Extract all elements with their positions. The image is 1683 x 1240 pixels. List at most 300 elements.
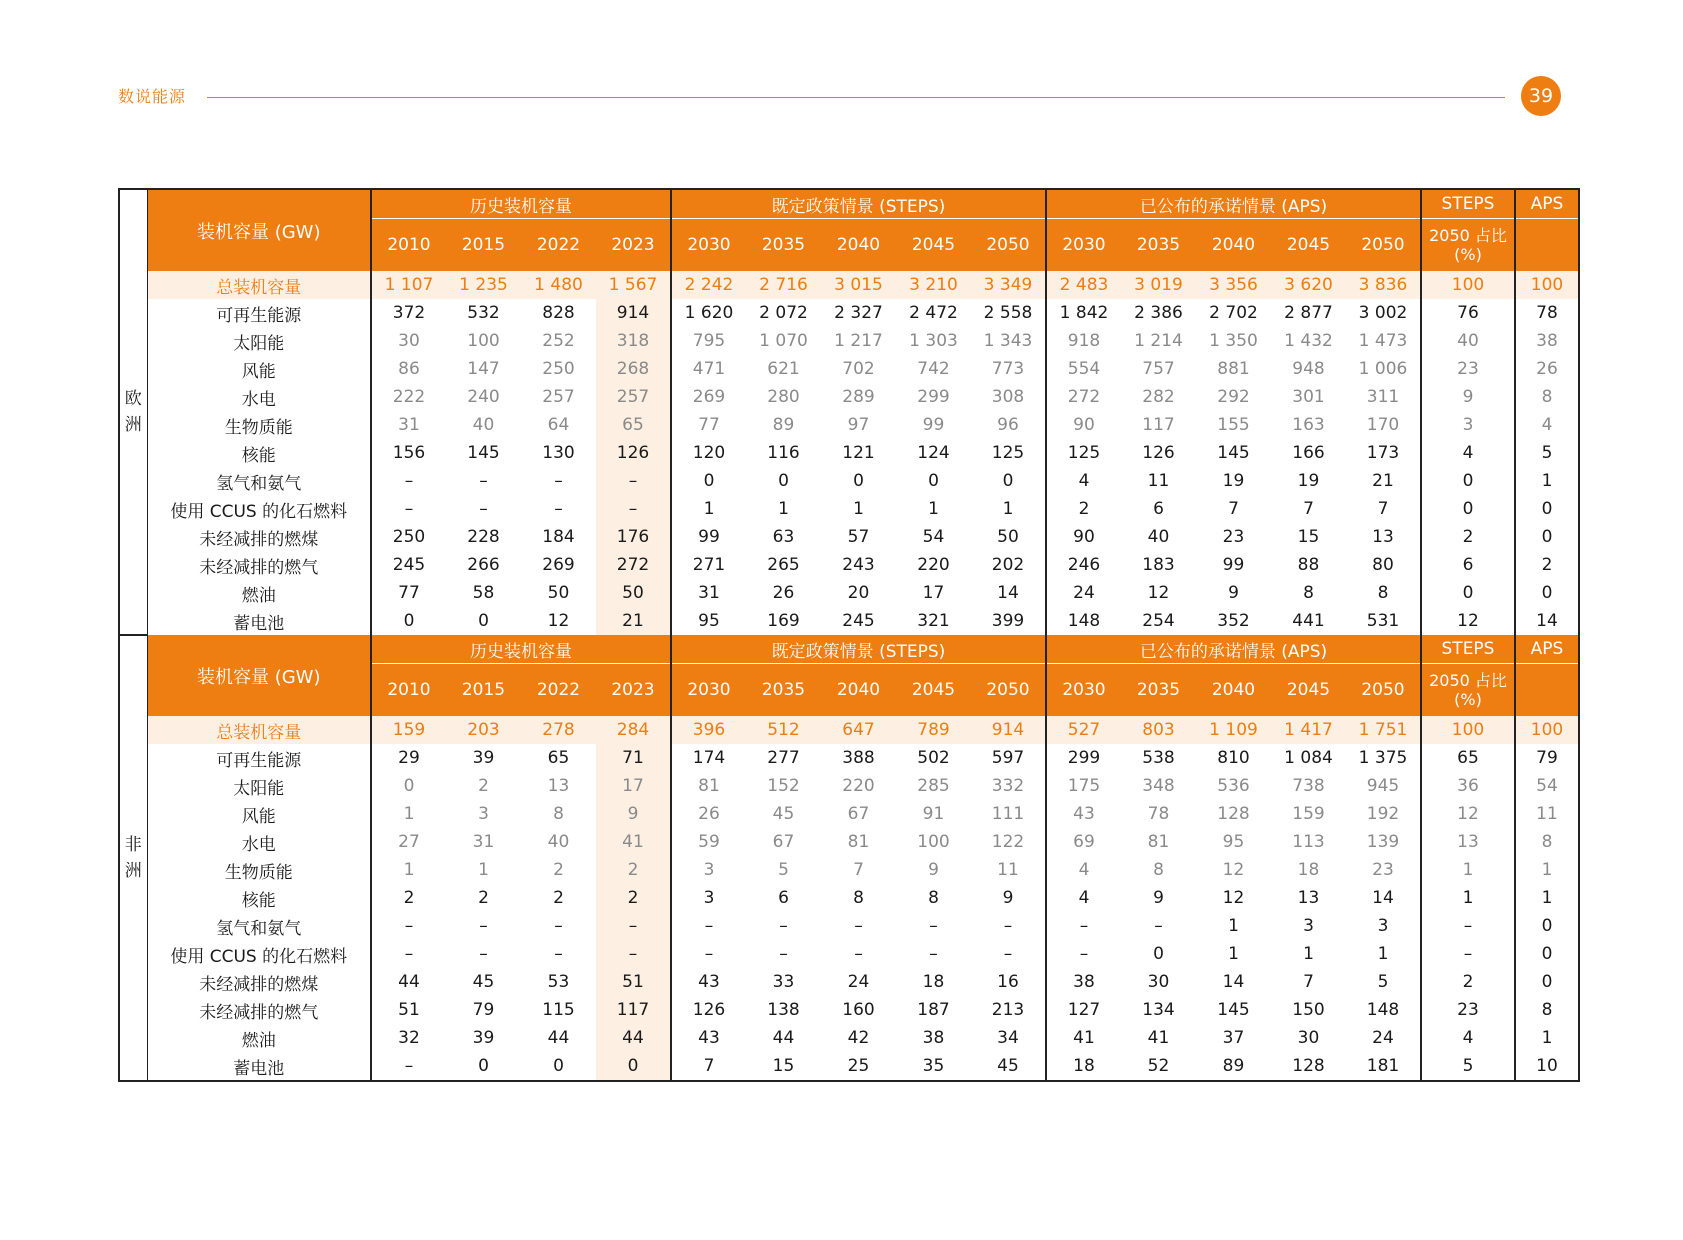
table-cell: 23 xyxy=(1222,527,1245,547)
table-cell: 268 xyxy=(596,355,671,383)
table-cell: 45 xyxy=(971,1052,1046,1081)
table-row xyxy=(119,551,1579,579)
table-cell: 32 xyxy=(398,1028,420,1048)
row-label: 核能 xyxy=(147,884,371,912)
table-cell: 69 xyxy=(1073,832,1095,852)
table-row xyxy=(119,411,1579,439)
year-header: 2015 xyxy=(446,664,521,717)
table-cell: 125 xyxy=(971,439,1046,467)
table-cell: 19 xyxy=(1297,471,1320,491)
table-cell: 24 xyxy=(1073,583,1095,603)
row-label: 可再生能源 xyxy=(147,744,371,772)
row-label: 生物质能 xyxy=(147,411,371,439)
table-cell: 292 xyxy=(1217,387,1250,407)
table-cell: 702 xyxy=(842,359,875,379)
table-cell: 9 xyxy=(1153,888,1164,908)
table-cell: 3 356 xyxy=(1196,271,1271,299)
row-label: 氢气和氨气 xyxy=(147,912,371,940)
table-cell: 1 350 xyxy=(1209,331,1258,351)
table-cell: – xyxy=(929,916,938,936)
header-row-groups xyxy=(119,635,1579,664)
table-cell: 12 xyxy=(1222,888,1245,908)
table-cell: 213 xyxy=(971,996,1046,1024)
table-cell: 31 xyxy=(398,415,420,435)
table-cell: 2 xyxy=(403,888,415,908)
table-cell: 40 xyxy=(547,832,570,852)
year-header: 2040 xyxy=(1196,664,1271,717)
historical-header: 历史装机容量 xyxy=(371,189,671,219)
table-cell: 169 xyxy=(767,611,800,631)
table-cell: 21 xyxy=(596,607,671,635)
table-cell: 502 xyxy=(917,748,950,768)
table-cell: 37 xyxy=(1222,1028,1245,1048)
table-cell: 97 xyxy=(847,415,870,435)
table-cell: – xyxy=(404,1056,414,1076)
table-cell: 554 xyxy=(1067,359,1101,379)
table-cell: 145 xyxy=(467,443,500,463)
aps-share-header: APS xyxy=(1515,189,1579,219)
table-cell: 948 xyxy=(1292,359,1325,379)
table-cell: – xyxy=(554,499,563,519)
table-cell: 33 xyxy=(772,972,795,992)
table-cell: 90 xyxy=(1073,527,1095,547)
table-cell: 1 343 xyxy=(971,327,1046,355)
row-label: 风能 xyxy=(147,355,371,383)
table-cell: 289 xyxy=(842,387,875,407)
total-row xyxy=(119,716,1579,744)
table-cell: 277 xyxy=(767,748,800,768)
table-cell: 1 214 xyxy=(1134,331,1183,351)
table-cell: – xyxy=(479,471,488,491)
table-cell: 3 210 xyxy=(896,271,971,299)
region-label: 非 洲 xyxy=(119,635,147,1081)
table-row xyxy=(119,744,1579,772)
row-label: 太阳能 xyxy=(147,772,371,800)
table-cell: 8 xyxy=(1153,860,1164,880)
table-cell: 1 070 xyxy=(759,331,808,351)
table-cell: 254 xyxy=(1142,611,1175,631)
table-cell: 160 xyxy=(842,1000,875,1020)
region-label: 欧 洲 xyxy=(119,189,147,635)
table-cell: 773 xyxy=(971,355,1046,383)
table-row xyxy=(119,940,1579,968)
table-cell: 2 483 xyxy=(1046,271,1121,299)
total-row xyxy=(119,271,1579,299)
table-cell: 7 xyxy=(1346,495,1421,523)
table-cell: 44 xyxy=(772,1028,795,1048)
table-cell: 1 751 xyxy=(1346,716,1421,744)
table-cell: 88 xyxy=(1297,555,1320,575)
table-cell: 95 xyxy=(698,611,720,631)
table-cell: 1 xyxy=(1421,856,1515,884)
table-cell: 9 xyxy=(1421,383,1515,411)
table-cell: – xyxy=(554,944,563,964)
year-header: 2050 xyxy=(971,664,1046,717)
table-cell: 67 xyxy=(772,832,795,852)
table-cell: 166 xyxy=(1292,443,1325,463)
row-label: 生物质能 xyxy=(147,856,371,884)
table-cell: 3 836 xyxy=(1346,271,1421,299)
table-cell: 3 015 xyxy=(821,271,896,299)
unit-header: 装机容量 (GW) xyxy=(147,189,371,271)
steps-header: 既定政策情景 (STEPS) xyxy=(671,189,1046,219)
table-cell: 12 xyxy=(1222,860,1245,880)
row-label: 未经减排的燃气 xyxy=(147,996,371,1024)
table-cell: 5 xyxy=(1346,968,1421,996)
table-row xyxy=(119,884,1579,912)
table-cell: 41 xyxy=(1073,1028,1095,1048)
table-cell: – xyxy=(596,467,671,495)
table-cell: 4 xyxy=(1421,1024,1515,1052)
table-cell: 9 xyxy=(928,860,939,880)
table-cell: 81 xyxy=(1147,832,1170,852)
table-cell: 11 xyxy=(1147,471,1170,491)
row-label: 使用 CCUS 的化石燃料 xyxy=(147,940,371,968)
table-cell: 89 xyxy=(772,415,795,435)
table-cell: 471 xyxy=(692,359,726,379)
table-cell: 597 xyxy=(971,744,1046,772)
table-row xyxy=(119,439,1579,467)
year-header: 2045 xyxy=(1271,219,1346,272)
table-cell: 203 xyxy=(446,716,521,744)
table-cell: 139 xyxy=(1346,828,1421,856)
table-cell: 1 xyxy=(971,495,1046,523)
table-cell: 1 480 xyxy=(521,271,596,299)
table-cell: 181 xyxy=(1346,1052,1421,1081)
row-label: 总装机容量 xyxy=(147,716,371,744)
table-cell: 16 xyxy=(971,968,1046,996)
table-cell: 43 xyxy=(1073,804,1095,824)
table-cell: 51 xyxy=(596,968,671,996)
table-cell: 31 xyxy=(698,583,720,603)
table-cell: 757 xyxy=(1142,359,1175,379)
table-cell: 738 xyxy=(1292,776,1325,796)
table-row xyxy=(119,579,1579,607)
table-cell: 202 xyxy=(971,551,1046,579)
table-cell: 527 xyxy=(1046,716,1121,744)
table-cell: 26 xyxy=(772,583,795,603)
table-cell: 18 xyxy=(1073,1056,1095,1076)
table-cell: 30 xyxy=(1297,1028,1320,1048)
table-cell: 3 349 xyxy=(971,271,1046,299)
page-number-badge: 39 xyxy=(1521,76,1561,116)
table-cell: 1 xyxy=(928,499,939,519)
table-cell: 7 xyxy=(703,1056,715,1076)
year-header: 2023 xyxy=(596,664,671,717)
table-cell: 0 xyxy=(1421,579,1515,607)
table-cell: 2 716 xyxy=(746,271,821,299)
table-cell: 156 xyxy=(392,443,426,463)
table-cell: – xyxy=(404,471,414,491)
table-cell: 3 xyxy=(703,860,715,880)
table-cell: 159 xyxy=(1292,804,1325,824)
table-cell: 115 xyxy=(542,1000,575,1020)
table-cell: 10 xyxy=(1536,1056,1558,1076)
steps-share-header: STEPS xyxy=(1421,635,1515,664)
year-header: 2035 xyxy=(1121,219,1196,272)
year-header: 2030 xyxy=(1046,664,1121,717)
row-label: 水电 xyxy=(147,828,371,856)
table-cell: 126 xyxy=(1142,443,1175,463)
table-cell: 0 xyxy=(1541,527,1553,547)
table-cell: 271 xyxy=(692,555,726,575)
table-cell: 266 xyxy=(467,555,500,575)
table-cell: 1 109 xyxy=(1196,716,1271,744)
table-row xyxy=(119,968,1579,996)
table-cell: 128 xyxy=(1292,1056,1325,1076)
table-cell: 130 xyxy=(542,443,575,463)
table-cell: 26 xyxy=(1536,359,1558,379)
table-cell: 311 xyxy=(1346,383,1421,411)
table-cell: 138 xyxy=(767,1000,800,1020)
table-cell: 2 558 xyxy=(971,299,1046,327)
table-cell: 8 xyxy=(553,804,564,824)
table-cell: 120 xyxy=(692,443,726,463)
table-cell: – xyxy=(479,916,488,936)
table-cell: 4 xyxy=(1421,439,1515,467)
table-cell: 3 620 xyxy=(1271,271,1346,299)
table-cell: 0 xyxy=(1421,467,1515,495)
table-cell: 145 xyxy=(1217,443,1250,463)
table-cell: – xyxy=(554,471,563,491)
table-cell: 269 xyxy=(692,387,726,407)
table-cell: 122 xyxy=(971,828,1046,856)
table-cell: 396 xyxy=(671,716,746,744)
table-row xyxy=(119,800,1579,828)
table-cell: 50 xyxy=(547,583,570,603)
table-cell: 13 xyxy=(1346,523,1421,551)
table-cell: 150 xyxy=(1292,1000,1325,1020)
table-cell: 90 xyxy=(1073,415,1095,435)
table-cell: 35 xyxy=(922,1056,945,1076)
table-cell: 134 xyxy=(1142,1000,1175,1020)
table-cell: 30 xyxy=(1147,972,1170,992)
row-label: 蓄电池 xyxy=(147,1052,371,1081)
table-cell: 39 xyxy=(472,1028,495,1048)
steps-header: 既定政策情景 (STEPS) xyxy=(671,635,1046,664)
row-label: 蓄电池 xyxy=(147,607,371,635)
table-cell: 38 xyxy=(922,1028,945,1048)
table-cell: 0 xyxy=(1421,495,1515,523)
table-cell: 23 xyxy=(1421,355,1515,383)
table-row xyxy=(119,607,1579,635)
table-cell: 8 xyxy=(853,888,864,908)
table-cell: 8 xyxy=(1541,1000,1553,1020)
table-cell: 58 xyxy=(472,583,495,603)
table-cell: 0 xyxy=(1541,972,1553,992)
table-cell: 15 xyxy=(1297,527,1320,547)
year-header: 2010 xyxy=(371,219,446,272)
share-2050-header: 2050 占比 (%) xyxy=(1421,219,1515,272)
table-cell: 44 xyxy=(398,972,420,992)
table-row xyxy=(119,1024,1579,1052)
table-row xyxy=(119,383,1579,411)
table-cell: – xyxy=(779,916,788,936)
year-header: 2023 xyxy=(596,219,671,272)
table-cell: 71 xyxy=(596,744,671,772)
table-cell: 11 xyxy=(1536,804,1558,824)
table-cell: 2 xyxy=(1078,499,1090,519)
table-cell: 14 xyxy=(1222,972,1245,992)
table-cell: – xyxy=(479,944,488,964)
table-cell: 64 xyxy=(547,415,570,435)
table-cell: 163 xyxy=(1292,415,1325,435)
table-cell: 124 xyxy=(917,443,950,463)
table-cell: 5 xyxy=(778,860,789,880)
table-cell: 14 xyxy=(1346,884,1421,912)
table-cell: 2 072 xyxy=(759,303,808,323)
table-cell: 39 xyxy=(472,748,495,768)
table-cell: – xyxy=(971,940,1046,968)
table-cell: 222 xyxy=(392,387,426,407)
table-cell: 245 xyxy=(392,555,426,575)
table-cell: – xyxy=(596,495,671,523)
table-cell: 0 xyxy=(403,776,415,796)
table-cell: 100 xyxy=(467,331,500,351)
table-cell: 1 842 xyxy=(1059,303,1109,323)
table-cell: 148 xyxy=(1346,996,1421,1024)
table-cell: 7 xyxy=(1303,499,1314,519)
table-cell: – xyxy=(704,916,714,936)
table-cell: 348 xyxy=(1142,776,1175,796)
row-label: 水电 xyxy=(147,383,371,411)
table-cell: 50 xyxy=(596,579,671,607)
table-cell: 40 xyxy=(1147,527,1170,547)
table-cell: 45 xyxy=(472,972,495,992)
table-cell: 100 xyxy=(1421,716,1515,744)
table-cell: – xyxy=(1154,916,1163,936)
table-cell: – xyxy=(596,912,671,940)
table-cell: 8 xyxy=(1541,832,1553,852)
year-header: 2030 xyxy=(671,664,746,717)
table-cell: 0 xyxy=(1541,916,1553,936)
table-cell: – xyxy=(704,944,714,964)
table-cell: 9 xyxy=(1228,583,1239,603)
table-cell: 99 xyxy=(698,527,720,547)
table-cell: 159 xyxy=(371,716,446,744)
table-cell: 3 019 xyxy=(1121,271,1196,299)
table-cell: 19 xyxy=(1222,471,1245,491)
table-cell: 1 375 xyxy=(1346,744,1421,772)
table-cell: 538 xyxy=(1142,748,1175,768)
table-cell: 1 xyxy=(403,860,415,880)
capacity-table xyxy=(118,188,1580,1082)
year-header: 2035 xyxy=(1121,664,1196,717)
table-cell: 78 xyxy=(1536,303,1558,323)
table-cell: – xyxy=(404,499,414,519)
year-header: 2022 xyxy=(521,664,596,717)
year-header: 2045 xyxy=(896,219,971,272)
table-cell: 40 xyxy=(1421,327,1515,355)
table-cell: 914 xyxy=(971,716,1046,744)
table-cell: 2 702 xyxy=(1209,303,1258,323)
table-cell: 54 xyxy=(1536,776,1558,796)
table-cell: 81 xyxy=(698,776,720,796)
section-title: 数说能源 xyxy=(118,87,187,106)
table-cell: 647 xyxy=(821,716,896,744)
table-cell: 0 xyxy=(553,1056,564,1076)
table-row xyxy=(119,327,1579,355)
year-header: 2010 xyxy=(371,664,446,717)
table-cell: 11 xyxy=(971,856,1046,884)
share-2050-header: 2050 占比 (%) xyxy=(1421,664,1515,717)
table-cell: – xyxy=(596,940,671,968)
table-cell: 29 xyxy=(398,748,420,768)
table-cell: 1 xyxy=(478,860,489,880)
table-cell: 95 xyxy=(1222,832,1245,852)
table-cell: 536 xyxy=(1217,776,1250,796)
table-cell: 9 xyxy=(596,800,671,828)
table-cell: 152 xyxy=(767,776,800,796)
table-cell: 245 xyxy=(842,611,875,631)
table-cell: 77 xyxy=(398,583,420,603)
row-label: 可再生能源 xyxy=(147,299,371,327)
table-row xyxy=(119,996,1579,1024)
table-cell: 3 xyxy=(1421,411,1515,439)
table-cell: 269 xyxy=(542,555,575,575)
table-cell: 1 567 xyxy=(596,271,671,299)
table-cell: 914 xyxy=(596,299,671,327)
table-cell: 352 xyxy=(1217,611,1250,631)
table-cell: 243 xyxy=(842,555,875,575)
table-cell: 1 xyxy=(1228,944,1239,964)
table-cell: 3 xyxy=(478,804,489,824)
table-cell: 3 xyxy=(1346,912,1421,940)
table-cell: 1 084 xyxy=(1284,748,1333,768)
table-cell: 742 xyxy=(917,359,950,379)
table-cell: 810 xyxy=(1217,748,1250,768)
year-header: 2050 xyxy=(1346,664,1421,717)
year-header: 2030 xyxy=(1046,219,1121,272)
table-cell: 183 xyxy=(1142,555,1175,575)
table-cell: 12 xyxy=(1147,583,1170,603)
table-cell: 89 xyxy=(1222,1056,1245,1076)
table-cell: 17 xyxy=(922,583,945,603)
table-cell: – xyxy=(404,916,414,936)
table-cell: 0 xyxy=(1541,583,1553,603)
table-row xyxy=(119,467,1579,495)
table-cell: 881 xyxy=(1217,359,1250,379)
table-cell: 8 xyxy=(1346,579,1421,607)
table-cell: 126 xyxy=(596,439,671,467)
table-cell: 3 002 xyxy=(1346,299,1421,327)
table-cell: 63 xyxy=(772,527,795,547)
table-row xyxy=(119,1052,1579,1081)
table-cell: 9 xyxy=(971,884,1046,912)
table-cell: 42 xyxy=(847,1028,870,1048)
aps-header: 已公布的承诺情景 (APS) xyxy=(1046,189,1421,219)
table-cell: 12 xyxy=(1421,800,1515,828)
table-cell: 318 xyxy=(596,327,671,355)
table-cell: 96 xyxy=(971,411,1046,439)
table-cell: 388 xyxy=(842,748,875,768)
table-cell: 44 xyxy=(547,1028,570,1048)
table-cell: 100 xyxy=(1421,271,1515,299)
table-cell: 3 xyxy=(703,888,715,908)
table-cell: 308 xyxy=(971,383,1046,411)
table-cell: 2 xyxy=(478,888,489,908)
table-cell: – xyxy=(971,912,1046,940)
table-cell: 2 242 xyxy=(671,271,746,299)
table-cell: 99 xyxy=(922,415,945,435)
table-cell: 36 xyxy=(1421,772,1515,800)
table-cell: 0 xyxy=(928,471,939,491)
table-cell: 0 xyxy=(971,467,1046,495)
table-cell: 2 xyxy=(478,776,489,796)
table-cell: 301 xyxy=(1292,387,1325,407)
table-cell: 145 xyxy=(1217,1000,1250,1020)
table-cell: 86 xyxy=(398,359,420,379)
